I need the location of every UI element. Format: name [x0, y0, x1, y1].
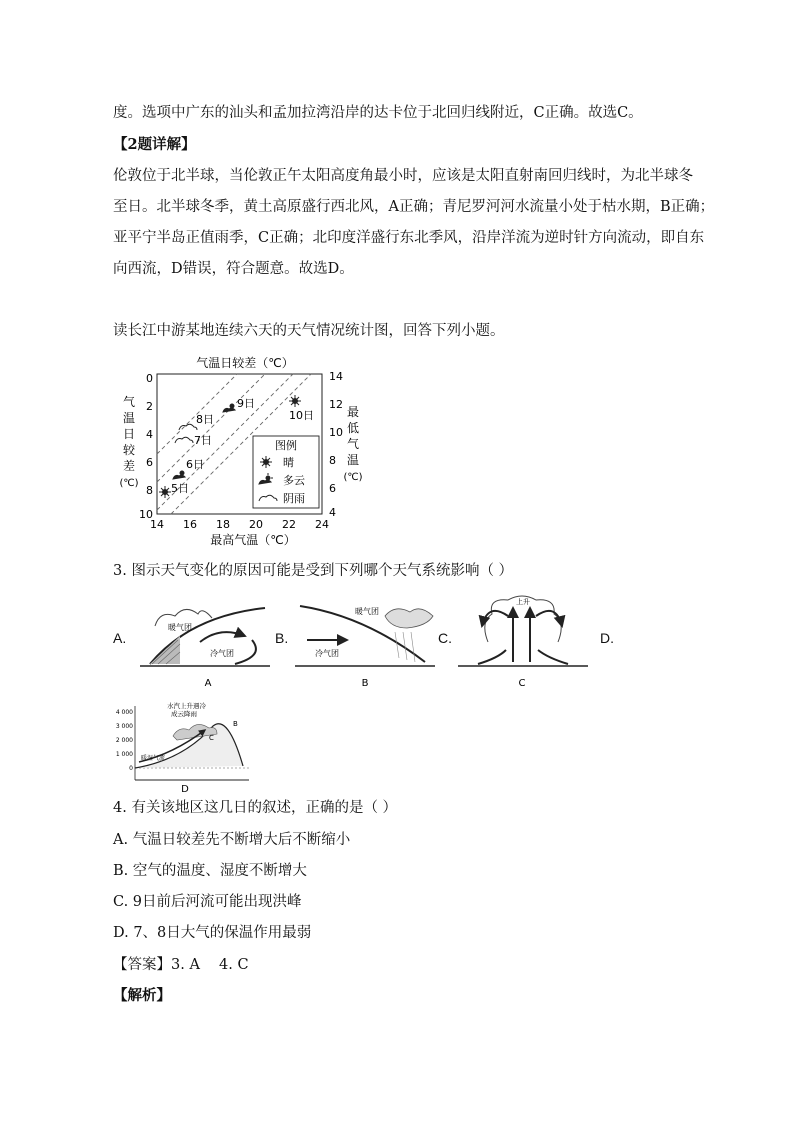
chart-marker-day7: [175, 437, 193, 443]
q3-option-c-label[interactable]: C.: [438, 630, 452, 646]
right-label-char: 最: [346, 405, 360, 419]
left-label-char: 气: [122, 395, 136, 409]
q2-detail-heading: 【2题详解】: [113, 136, 196, 153]
q3-option-b-label[interactable]: B.: [275, 630, 289, 646]
d-tick: 2 000: [115, 737, 133, 744]
left-label-char: 日: [122, 427, 136, 441]
right-tick: 12: [329, 398, 343, 411]
d-text: B: [233, 720, 238, 728]
analysis-heading: 【解析】: [113, 987, 171, 1004]
right-label-char: 气: [346, 437, 360, 451]
left-tick: 4: [146, 428, 153, 441]
img-caption: C: [518, 678, 526, 689]
q3-stem: 3. 图示天气变化的原因可能是受到下列哪个天气系统影响（ ）: [113, 563, 514, 579]
q3-option-a-label[interactable]: A.: [113, 630, 127, 646]
d-text: C: [209, 734, 214, 742]
legend-item-cloudy: 多云: [283, 474, 305, 487]
right-tick: 6: [329, 482, 336, 495]
bottom-tick: 24: [315, 518, 329, 531]
q4-stem: 4. 有关该地区这几日的叙述，正确的是（ ）: [113, 800, 398, 816]
bottom-tick: 14: [150, 518, 164, 531]
d-tick: 1 000: [115, 751, 133, 758]
day-label: 5日: [171, 482, 189, 495]
left-label-char: 差: [122, 459, 136, 473]
a-cold-label: 冷气团: [210, 649, 234, 658]
day-label: 7日: [194, 434, 212, 447]
b-warm-label: 暖气团: [355, 607, 379, 616]
chart-bottom-title: 最高气温（℃）: [210, 533, 296, 547]
bottom-tick: 16: [183, 518, 197, 531]
q2-detail-line-4: 向西流，D错误，符合题意。故选D。: [113, 261, 354, 277]
left-tick: 6: [146, 456, 153, 469]
img-caption: D: [181, 784, 189, 795]
right-tick: 14: [329, 370, 343, 383]
b-cold-label: 冷气团: [315, 649, 339, 658]
day-label: 6日: [186, 458, 204, 471]
left-label-char: 温: [122, 411, 136, 425]
q3-option-a-diagram[interactable]: [140, 596, 270, 690]
q3-option-d-diagram[interactable]: [113, 700, 253, 796]
q2-detail-line-1: 伦敦位于北半球，当伦敦正午太阳高度角最小时，应该是太阳直射南回归线时，为北半球冬: [113, 168, 693, 184]
q4-option-a[interactable]: A. 气温日较差先不断增大后不断缩小: [113, 832, 351, 848]
bottom-tick: 22: [282, 518, 296, 531]
left-tick: 8: [146, 484, 153, 497]
left-tick: 0: [146, 372, 153, 385]
right-tick: 10: [329, 426, 343, 439]
d-tick: 4 000: [115, 709, 133, 716]
chart-marker-day10: [289, 395, 301, 407]
a-warm-label: 暖气团: [168, 623, 192, 632]
d-tick: 0: [129, 765, 133, 772]
left-tick: 10: [139, 508, 153, 521]
chart-top-title: 气温日较差（℃）: [196, 356, 294, 370]
q2-detail-line-3: 亚平宁半岛正值雨季，C正确；北印度洋盛行东北季风，沿岸洋流为逆时针方向流动，即自东: [113, 230, 705, 246]
c-rise-label: 上升: [516, 598, 530, 606]
legend-item-rainy: 阴雨: [283, 492, 305, 505]
q3-option-b-diagram[interactable]: [295, 596, 435, 690]
d-text: 水汽上升遇冷: [167, 702, 206, 710]
right-label-char: (℃): [343, 472, 363, 483]
img-caption: B: [361, 678, 369, 689]
left-label-char: 较: [122, 443, 136, 457]
day-label: 10日: [289, 409, 314, 422]
img-caption: A: [204, 678, 212, 689]
d-text: 成云降雨: [171, 710, 197, 718]
d-tick: 3 000: [115, 723, 133, 730]
chart-marker-day9: [223, 404, 235, 412]
right-label-char: 低: [346, 421, 360, 435]
weather-statistics-chart: [113, 350, 373, 550]
chart-marker-day6: [173, 471, 185, 479]
reading-prompt: 读长江中游某地连续六天的天气情况统计图，回答下列小题。: [113, 323, 505, 339]
answer-line: 【答案】3. A 4. C: [113, 957, 249, 973]
legend-item-sunny: 晴: [283, 456, 294, 469]
legend-title: 图例: [275, 439, 297, 452]
right-tick: 8: [329, 454, 336, 467]
right-label-char: 温: [346, 453, 360, 467]
q3-option-d-label[interactable]: D.: [600, 630, 614, 646]
left-tick: 2: [146, 400, 153, 413]
day-label: 9日: [237, 397, 255, 410]
bottom-tick: 18: [216, 518, 230, 531]
day-label: 8日: [196, 413, 214, 426]
q2-detail-line-2: 至日。北半球冬季，黄土高原盛行西北风，A正确；青尼罗河河水流量小处于枯水期，B正确；: [113, 199, 715, 215]
right-tick: 4: [329, 506, 336, 519]
chart-marker-day5: [159, 486, 171, 498]
q4-option-b[interactable]: B. 空气的温度、湿度不断增大: [113, 863, 307, 879]
q4-option-d[interactable]: D. 7、8日大气的保温作用最弱: [113, 925, 312, 941]
left-label-char: (℃): [119, 478, 139, 489]
q3-option-c-diagram[interactable]: [458, 592, 588, 690]
d-text: 暖湿气流: [141, 755, 166, 762]
q4-option-c[interactable]: C. 9日前后河流可能出现洪峰: [113, 894, 302, 910]
bottom-tick: 20: [249, 518, 263, 531]
paragraph-q1-tail: 度。选项中广东的汕头和孟加拉湾沿岸的达卡位于北回归线附近，C正确。故选C。: [113, 105, 643, 121]
